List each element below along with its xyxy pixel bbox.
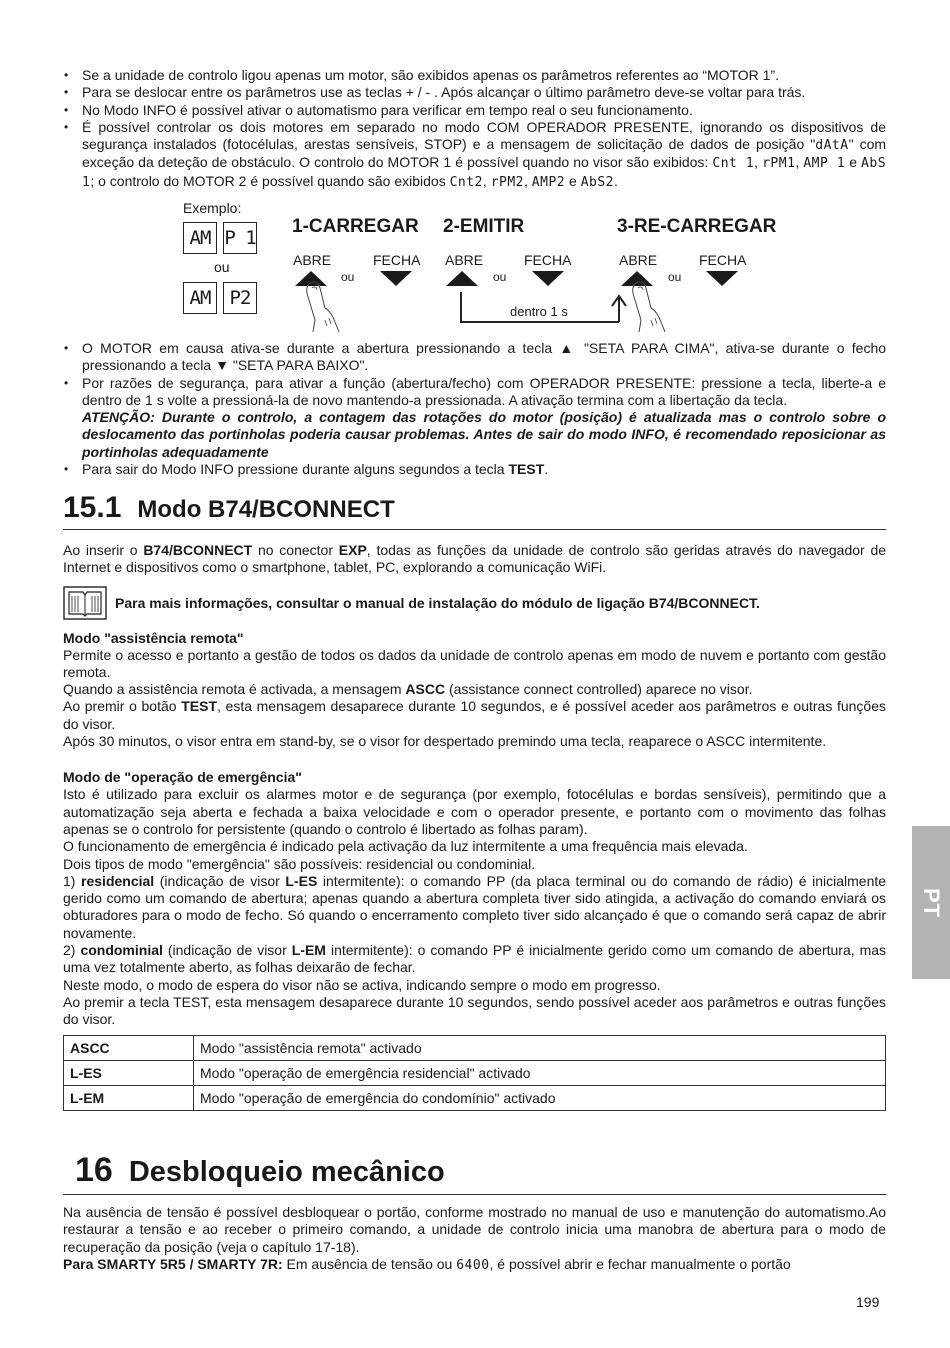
code-amp2: AMP2 (531, 174, 566, 190)
bullet-info-mode: • No Modo INFO é possível ativar o automatismo para verificar em tempo real o seu funcionamento. (63, 102, 886, 119)
intro-bullet-list (63, 67, 886, 191)
cond-text-c: (indicação de visor (167, 942, 287, 959)
unlock-models: Para SMARTY 5R5 / SMARTY 7R: (63, 1255, 283, 1272)
motor-text-b: "SETA PARA CIMA", ativa-se durante o fecho pressionando a tecla (82, 340, 887, 374)
code-rpm1: rPM1 (762, 156, 796, 172)
bullet-separate-control: • É possível controlar os dois motores em separado no modo COM OPERADOR PRESENTE, ignorando os dispositivos de segurança instalados (fotocélulas, arestas sensíveis, STOP) e a mensagem de solicitação de dados de posição "dAtA" com exceção da deteção de obstáculo. O controlo do MOTOR 1 é possível quando no visor são exibidos: Cnt 1, rPM1, AMP 1 e AbS 1; o controlo do MOTOR 2 é possível quando são exibidos Cnt2, rPM2, AMP2 e AbS2. (63, 119, 886, 191)
section-16-body (63, 1204, 886, 1274)
exit-key: TEST (508, 461, 545, 478)
open-label-2: ABRE (445, 252, 484, 268)
code-abs2: AbS2 (580, 174, 614, 190)
remote-p4: Após 30 minutos, o visor entra em stand-by, se o visor for despertado premindo uma tecla, reaparece o ASCC intermitente. (63, 733, 827, 750)
cond-code: L-EM (291, 942, 326, 959)
emergency-p3: Dois tipos de modo "emergência" são possíveis: residencial ou condominial. (63, 855, 536, 872)
emergency-p4: Neste modo, o modo de espera do visor não se activa, indicando sempre o modo em progresso. (63, 976, 661, 993)
remote-assist-title: Modo "assistência remota" (63, 629, 244, 646)
display-p1: P 1 (223, 222, 257, 254)
display-p2: P2 (223, 282, 257, 314)
emergency-title: Modo de "operação de emergência" (63, 769, 302, 786)
remote-p2b: ASCC (405, 681, 446, 698)
emergency-p1: Isto é utilizado para excluir os alarmes motor e de segurança (por exemplo, fotocélulas e bordas sensíveis), permitindo que a automatização seja aberta e fechada a baixa velocidade e com o operador presente, e portanto com o movimento das folhas apenas se o controlo for persistente (quando o controlo é libertado as folhas param). (63, 786, 886, 837)
step-emit: 2-EMITIR (443, 216, 525, 237)
display-codes-table (63, 1035, 886, 1111)
page-number: 199 (856, 1294, 880, 1310)
arrow-down-icon (706, 271, 738, 286)
emergency-p5: Ao premir a tecla TEST, esta mensagem desaparece durante 10 segundos, sendo possível aceder aos parâmetros e outras funções do visor. (63, 993, 886, 1028)
or-label-3: ou (668, 270, 682, 284)
arrow-up-icon: ▲ (559, 340, 577, 356)
display-am-2: AM (183, 282, 217, 314)
code-amp1: AMP 1 (803, 156, 846, 172)
display-am-1: AM (183, 222, 217, 254)
open-label-1: ABRE (293, 252, 332, 268)
intro-b74: B74/BCONNECT (143, 542, 253, 558)
bullet-navigate-params: • Para se deslocar entre os parâmetros use as teclas + / - . Após alcançar o último parâmetro deve-se voltar para trás. (63, 84, 886, 101)
bullet-motor-activation (63, 340, 886, 375)
res-word: residencial (81, 872, 155, 889)
section-title: Modo B74/BCONNECT (137, 496, 395, 523)
emergency-p2: O funcionamento de emergência é indicado pela activação da luz intermitente a uma frequência mais elevada. (63, 838, 748, 855)
res-text-e: intermitente): o comando PP (da placa terminal ou do comando de rádio) é inicialmente gerido como um comando de abertura; apenas quando a abertura completa tiver sido atingida, a activação do comando enviará os obturadores para o modo de fecho. Só quando o encerramento completo tiver sido alcançado é que o comando será capaz de abrir novamente. (63, 872, 887, 941)
control-text-motor2: ; o controlo do MOTOR 2 é possível quando são exibidos (90, 172, 446, 189)
remote-p1: Permite o acesso e portanto a gestão de todos os dados da unidade de controlo apenas em modo de nuvem e portanto com gestão remota. (63, 646, 886, 680)
emergency-condominial (63, 942, 886, 977)
cond-num: 2) (63, 942, 76, 959)
table-code: L-EM (64, 1085, 194, 1110)
control-text: É possível controlar os dois motores em separado no modo COM OPERADOR PRESENTE, ignorando os dispositivos de segurança instalados (fotocélulas, arestas sensíveis, STOP) e a mensagem de solicitação de dados de posição (82, 118, 886, 153)
bullet-exit-info (63, 461, 886, 478)
code-rpm2: rPM2 (490, 174, 525, 190)
language-tab-label: PT (919, 887, 944, 918)
open-label-3: ABRE (619, 252, 658, 268)
arrow-down-icon: ▼ (215, 357, 229, 374)
section-15-1-heading (63, 491, 886, 530)
table-row (64, 1035, 886, 1060)
intro-exp: EXP (338, 542, 367, 558)
arrow-down-icon (532, 271, 564, 286)
close-label-3: FECHA (699, 252, 747, 268)
res-text-c: (indicação de visor (159, 872, 280, 889)
code-data: dAtA (815, 138, 849, 154)
b74-intro (63, 542, 886, 577)
cond-text-e: intermitente): o comando PP é inicialmente gerido como um comando de abertura, mas uma vez totalmente aberto, as folhas deixarão de fechar. (63, 942, 887, 976)
unlock-p2 (63, 1256, 886, 1274)
step-load: 1-CARREGAR (292, 216, 419, 237)
arrow-up-icon (446, 271, 478, 286)
res-code: L-ES (285, 872, 318, 889)
safety-text: Por razões de segurança, para ativar a função (abertura/fecho) com OPERADOR PRESENTE: pressione a tecla, liberte-a e dentro de 1 s volte a pressioná-la de novo mantendo-a pressionada. A ativação termina com a libertação da tecla. (82, 374, 886, 408)
section-number: 15.1 (63, 491, 122, 524)
and-word-1: e (849, 154, 857, 171)
operator-present-figure (63, 196, 886, 344)
remote-p3c: , esta mensagem desaparece durante 10 segundos, e é possível aceder aos parâmetros e outras funções do visor. (63, 698, 886, 732)
warning-text: ATENÇÃO: Durante o controlo, a contagem das rotações do motor (posição) é atualizada mas o controlo sobre o deslocamento das portinholas poderia causar problemas. Antes de sair do modo INFO, é recomendado reposicionar as portinholas adequadamente (82, 409, 886, 460)
remote-p3 (63, 698, 886, 733)
remote-p3a: Ao premir o botão (63, 698, 177, 715)
table-desc: Modo "operação de emergência do condomínio" activado (194, 1085, 886, 1110)
emergency-residential (63, 873, 886, 942)
motor-bullet-list (63, 340, 886, 478)
code-cnt1: Cnt 1 (712, 156, 755, 172)
intro-a: Ao inserir o (63, 542, 138, 558)
control-text-after: com exceção da deteção de obstáculo. O controlo do MOTOR 1 é possível quando no visor são exibidos: (82, 136, 887, 171)
example-label: Exemplo: (183, 200, 242, 216)
close-label-1: FECHA (373, 252, 421, 268)
figure-or-label: ou (214, 259, 230, 275)
manual-info-note (63, 586, 886, 620)
table-row (64, 1085, 886, 1110)
bullet-one-motor: • Se a unidade de controlo ligou apenas um motor, são exibidos apenas os parâmetros referentes ao “MOTOR 1”. (63, 67, 886, 84)
exit-end: . (544, 461, 549, 478)
table-row (64, 1060, 886, 1085)
section-16-heading (63, 1151, 886, 1195)
exit-text: Para sair do Modo INFO pressione durante alguns segundos a tecla (82, 461, 505, 478)
finger-press-icon (303, 280, 345, 334)
intro-c: , todas as funções da unidade de controlo são geridas através do navegador de Internet e dispositivos como o smartphone, tablet, PC, explorando a comunicação WiFi. (63, 542, 887, 576)
arrow-down-icon (380, 271, 412, 286)
unlock-text-c: , é possível abrir e fechar manualmente o portão (489, 1255, 791, 1272)
table-code: L-ES (64, 1060, 194, 1085)
code-cnt2: Cnt2 (449, 174, 483, 190)
or-label-1: ou (341, 270, 355, 284)
bullet-safety (63, 375, 886, 461)
code-abs1: AbS 1 (82, 156, 887, 190)
unlock-p1: Na ausência de tensão é possível desbloquear o portão, conforme mostrado no manual de uso e manutenção do automatismo.Ao restaurar a tensão e ao receber o primeiro comando, a unidade de controlo inicia uma manobra de abertura para o modo de recuperação da posição (veja o capítulo 17-18). (63, 1204, 886, 1255)
and-word-2: e (569, 172, 577, 189)
section-title: Desbloqueio mecânico (128, 1156, 445, 1188)
step-reload: 3-RE-CARREGAR (617, 216, 777, 237)
unlock-text-b: Em ausência de tensão ou (286, 1255, 453, 1272)
or-label-2: ou (493, 270, 507, 284)
book-icon (63, 586, 107, 620)
unlock-code: 6400 (456, 1257, 490, 1273)
table-desc: Modo "assistência remota" activado (194, 1035, 886, 1060)
intro-b: no conector (257, 542, 334, 558)
within-label: dentro 1 s (510, 304, 568, 319)
remote-p2c: (assistance connect controlled) aparece no visor. (448, 681, 753, 698)
table-desc: Modo "operação de emergência residencial" activado (194, 1060, 886, 1085)
language-tab (912, 826, 950, 979)
section-15-1-body (63, 542, 886, 1111)
motor-text-c: "SETA PARA BAIXO". (232, 357, 369, 374)
cond-word: condominial (80, 942, 163, 959)
motor-text-a: O MOTOR em causa ativa-se durante a abertura pressionando a tecla (82, 340, 553, 356)
finger-press-icon (629, 280, 671, 334)
info-text: Para mais informações, consultar o manual de instalação do módulo de ligação B74/BCONNECT. (115, 594, 760, 611)
close-label-2: FECHA (524, 252, 572, 268)
section-number: 16 (75, 1151, 113, 1189)
remote-p2 (63, 681, 886, 698)
res-num: 1) (63, 872, 76, 889)
remote-p2a: Quando a assistência remota é activada, a mensagem (63, 681, 402, 698)
table-code: ASCC (64, 1035, 194, 1060)
remote-p3b: TEST (181, 698, 217, 715)
